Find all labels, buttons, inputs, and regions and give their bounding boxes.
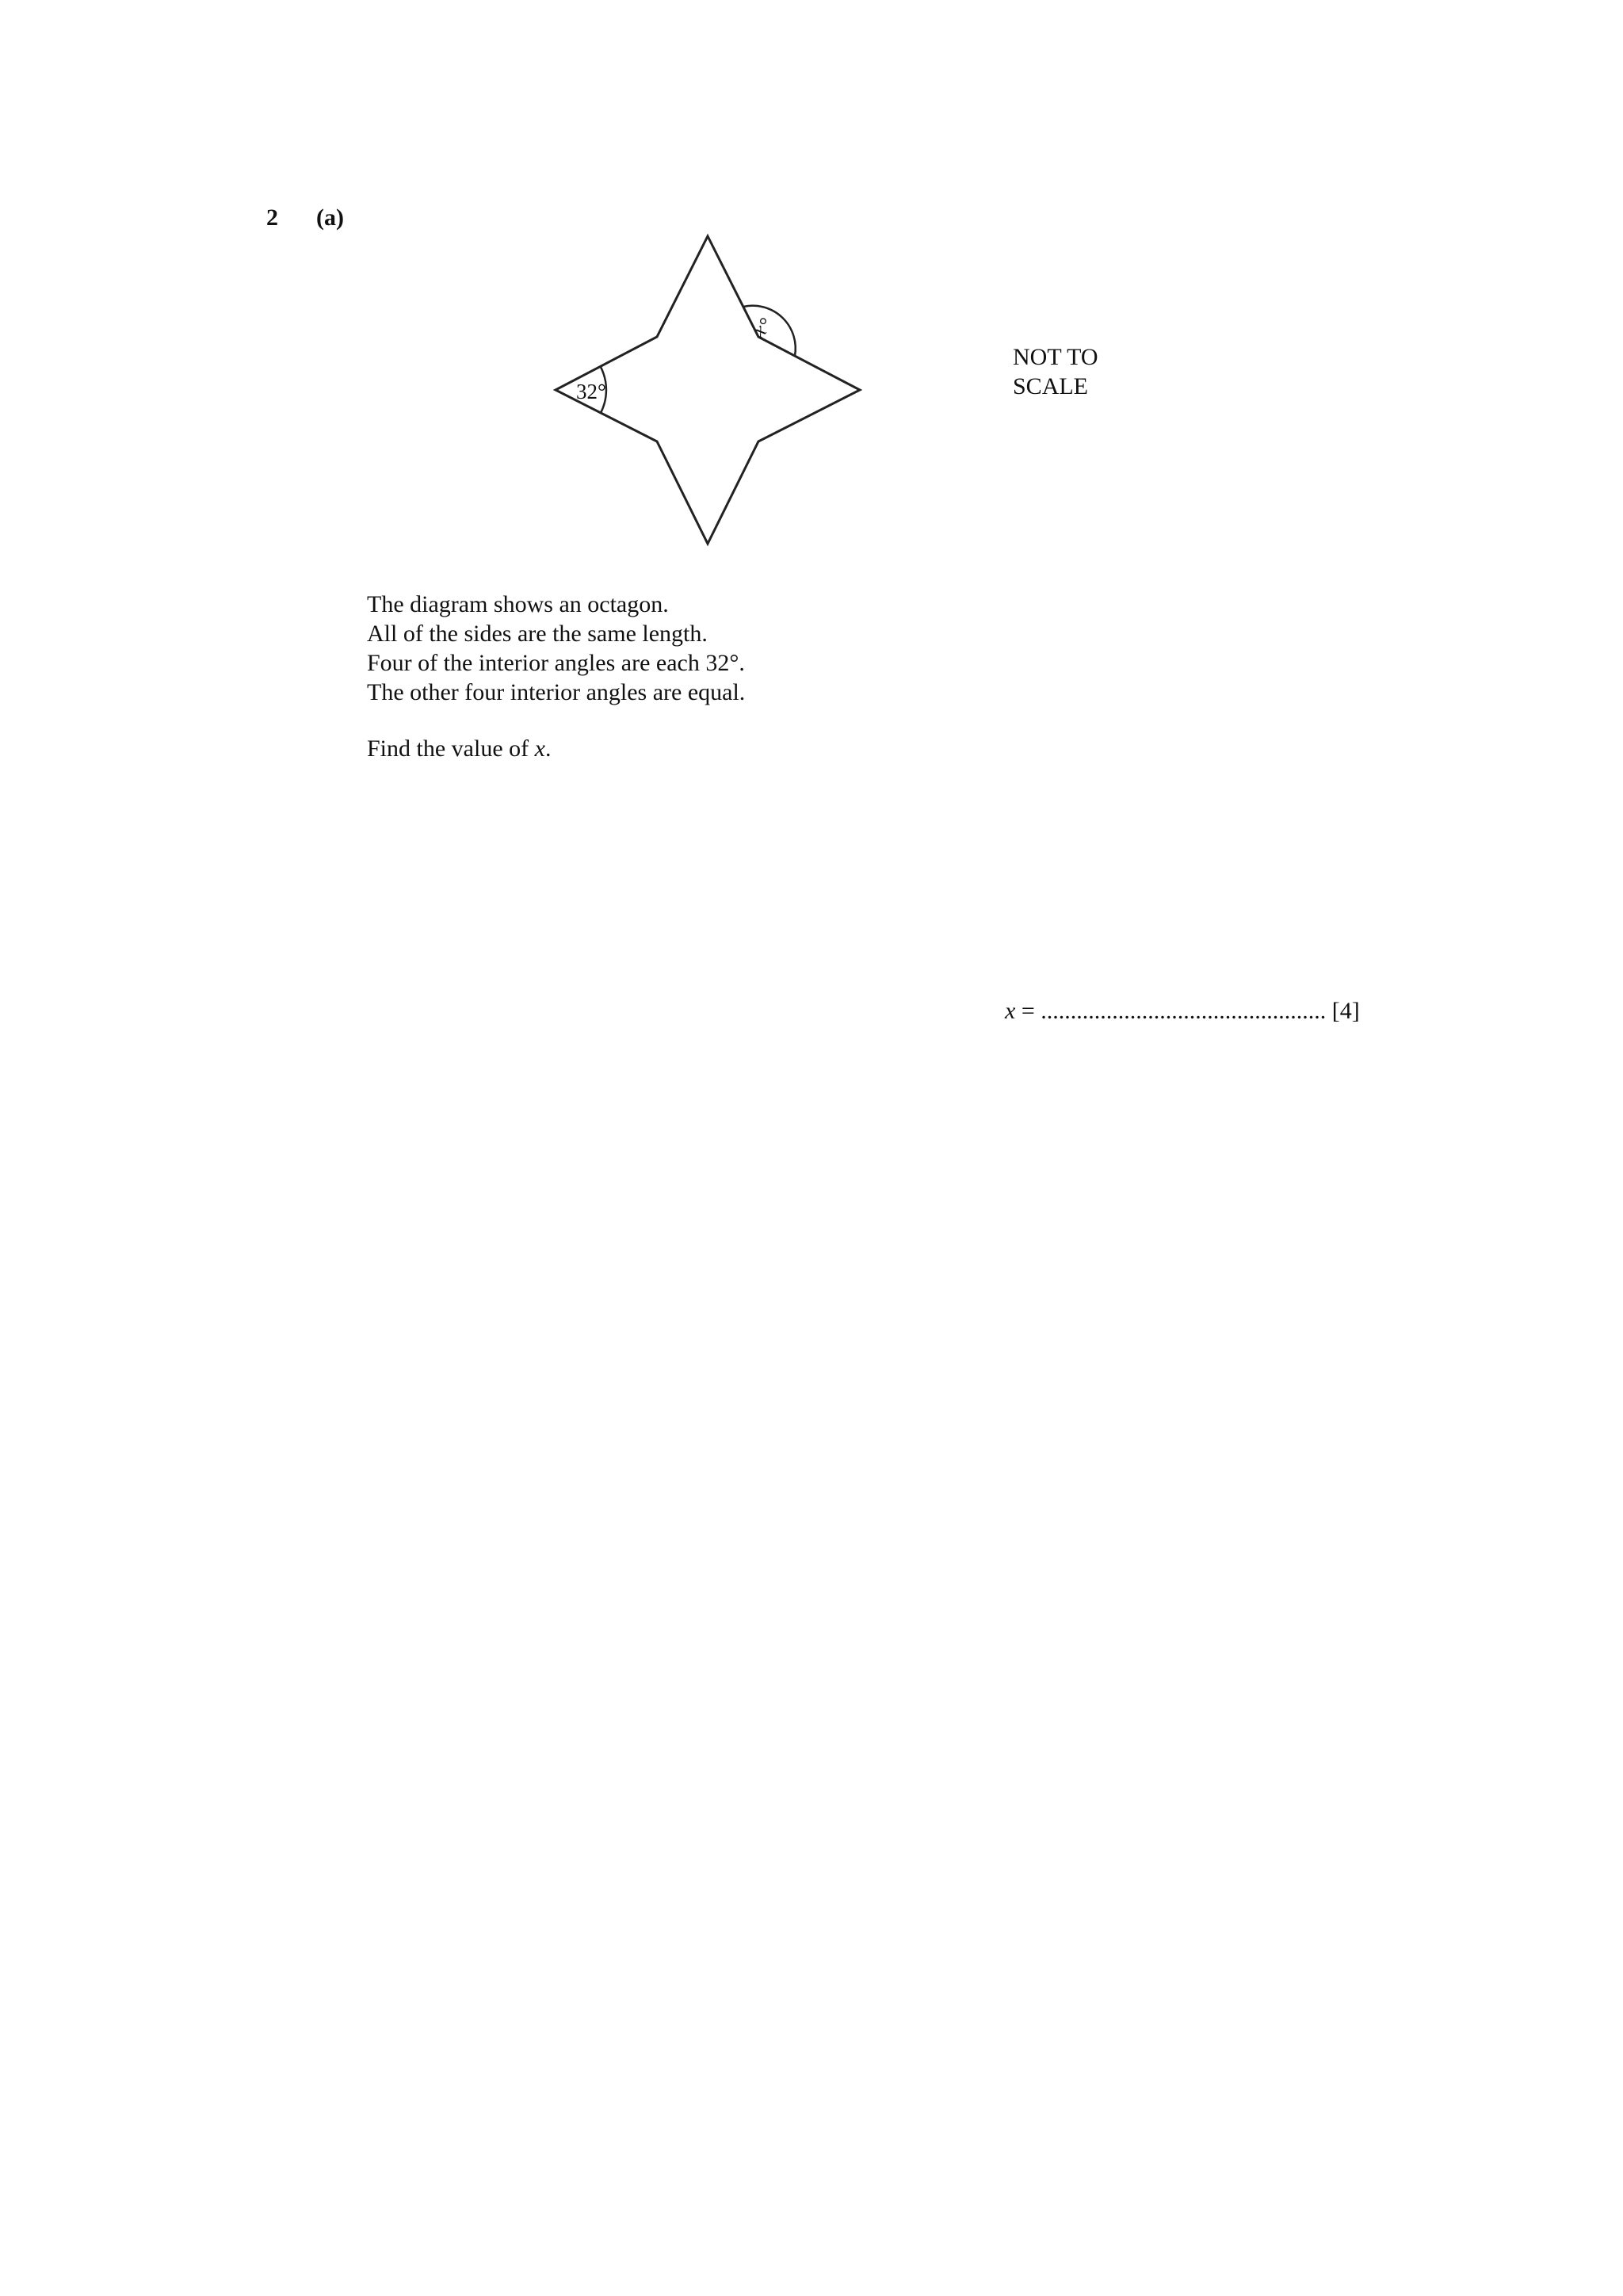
scale-note-line-1: NOT TO — [1013, 344, 1098, 370]
question-statements — [367, 590, 745, 707]
answer-equals: = — [1015, 998, 1041, 1024]
answer-blank[interactable]: ................................................ — [1041, 998, 1327, 1024]
statement-line: Four of the interior angles are each 32°. — [367, 650, 745, 676]
octagon-star-diagram — [0, 0, 1623, 602]
statement-line: The other four interior angles are equal. — [367, 679, 746, 705]
not-to-scale-note — [1013, 342, 1098, 401]
statement-line: The diagram shows an octagon. — [367, 591, 669, 617]
statement-line: All of the sides are the same length. — [367, 621, 708, 647]
find-instruction — [367, 735, 551, 762]
question-part-label: (a) — [316, 204, 344, 231]
answer-variable: x — [1005, 998, 1016, 1024]
scale-note-line-2: SCALE — [1013, 373, 1089, 399]
angle-label-x: x° — [747, 313, 777, 342]
find-suffix: . — [544, 735, 552, 762]
find-prefix: Find the value of — [367, 735, 535, 762]
answer-line[interactable] — [1005, 998, 1360, 1025]
angle-label-32: 32° — [576, 380, 606, 403]
answer-marks: [4] — [1326, 998, 1360, 1024]
find-variable: x — [534, 735, 545, 762]
question-number: 2 — [266, 204, 278, 231]
